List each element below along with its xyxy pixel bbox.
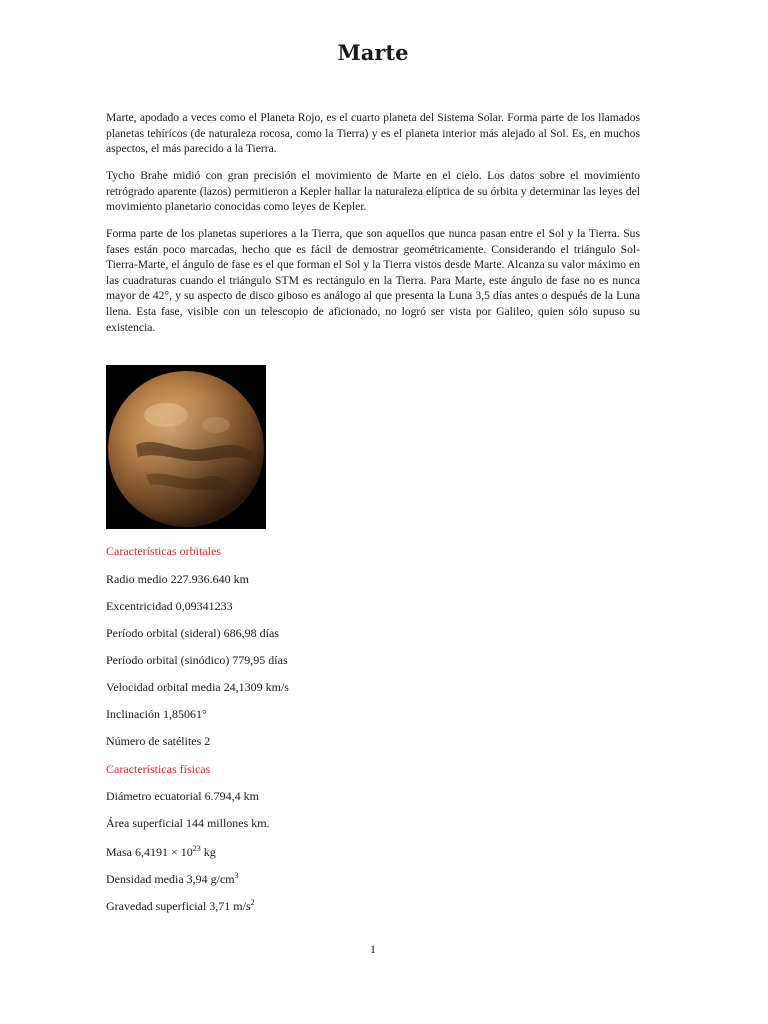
orbital-period-sidereal: Período orbital (sideral) 686,98 días xyxy=(106,626,279,640)
orbital-radius: Radio medio 227.936.640 km xyxy=(106,572,249,586)
page-title: Marte xyxy=(337,40,409,65)
density-exponent: 3 xyxy=(234,871,239,880)
page-number: 1 xyxy=(370,942,376,956)
mass-exponent: 23 xyxy=(192,844,201,853)
gravity-value: Gravedad superficial 3,71 m/s xyxy=(106,899,251,913)
mass xyxy=(106,845,216,860)
equatorial-diameter: Diámetro ecuatorial 6.794,4 km xyxy=(106,789,259,803)
mars-photo xyxy=(106,365,266,529)
orbital-section-heading: Características orbitales xyxy=(106,544,221,558)
mars-planet-image xyxy=(106,365,266,529)
orbital-inclination: Inclinación 1,85061° xyxy=(106,707,207,721)
physical-section-heading: Características físicas xyxy=(106,762,211,776)
mass-unit: kg xyxy=(200,845,216,859)
surface-area: Área superficial 144 millones km. xyxy=(106,816,270,830)
orbital-eccentricity: Excentricidad 0,09341233 xyxy=(106,599,233,613)
mean-density xyxy=(106,872,239,887)
gravity-exponent: 2 xyxy=(250,898,255,907)
orbital-velocity: Velocidad orbital media 24,1309 km/s xyxy=(106,680,289,694)
satellite-count: Número de satélites 2 xyxy=(106,734,211,748)
kepler-paragraph: Tycho Brahe midió con gran precisión el movimiento de Marte en el cielo. Los datos sobre el movimiento retrógrado aparente (lazos) permitieron a Kepler hallar la naturaleza elíptica de su órbita y determinar las leyes del movimiento planetario conocidas como leyes de Kepler. xyxy=(106,169,640,214)
mass-value: Masa 6,4191 × 10 xyxy=(106,845,193,859)
phases-paragraph: Forma parte de los planetas superiores a la Tierra, que son aquellos que nunca pasan entre el Sol y la Tierra. Sus fases están poco marcadas, hecho que es fácil de demostrar geométricamente. Considerando el triángulo Sol-Tierra-Marte, el ángulo de fase es el que forman el Sol y la Tierra vistos desde Marte. Alcanza su valor máximo en las cuadraturas cuando el triángulo STM es rectángulo en la Tierra. Para Marte, este ángulo de fase no es nunca mayor de 42°, y su aspecto de disco giboso es análogo al que presenta la Luna 3,5 días antes o después de la Luna llena. Esta fase, visible con un telescopio de aficionado, no logró ser vista por Galileo, quien sólo supuso su existencia. xyxy=(106,227,640,334)
surface-gravity xyxy=(106,899,255,914)
orbital-period-synodic: Período orbital (sinódico) 779,95 días xyxy=(106,653,288,667)
density-value: Densidad media 3,94 g/cm xyxy=(106,872,235,886)
intro-paragraph: Marte, apodado a veces como el Planeta Rojo, es el cuarto planeta del Sistema Solar. Forma parte de los llamados planetas tehíricos (de naturaleza rocosa, como la Tierra) y es el planeta interior más alejado al Sol. Es, en muchos aspectos, el más parecido a la Tierra. xyxy=(106,111,640,156)
